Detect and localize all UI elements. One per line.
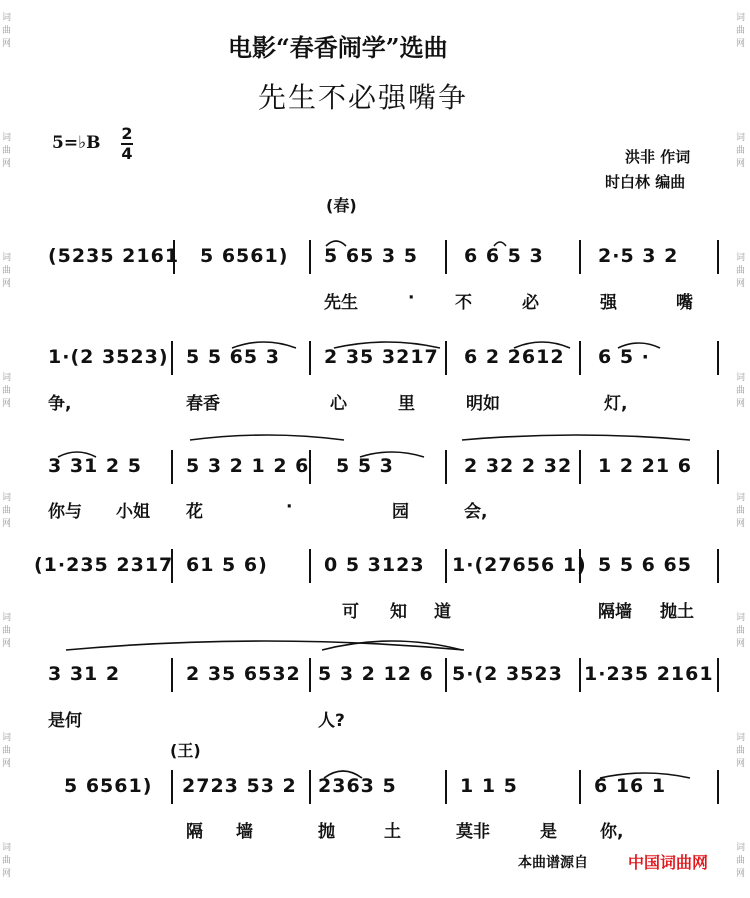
lyric: 道 — [434, 602, 451, 622]
lyric: 你, — [600, 822, 624, 842]
notation-bar: 5·(2 3523 — [452, 663, 563, 685]
lyric: 抛土 — [660, 602, 694, 622]
notation-bar: (5235 2161 — [48, 245, 180, 267]
lyric: 花 — [186, 502, 203, 522]
watermark-right-text: 词曲网 — [736, 253, 746, 289]
lyric: 土 — [384, 822, 401, 842]
watermark-right-text: 词曲网 — [736, 493, 746, 529]
watermark-right-text: 词曲网 — [736, 373, 746, 409]
notation-bar: 6 6 5 3 — [464, 245, 544, 267]
lyric: 知 — [390, 602, 407, 622]
watermark-right-text: 词曲网 — [736, 133, 746, 169]
notation-bar: 3 31 2 — [48, 663, 121, 685]
notation-bar: 6 5 · — [598, 346, 650, 368]
notation-bar: 1·(2 3523) — [48, 346, 169, 368]
notation-bar: 5 3 2 12 6 — [318, 663, 434, 685]
notation-bar: 2·5 3 2 — [598, 245, 679, 267]
lyricist-credit: 洪非 作词 — [625, 148, 691, 166]
lyric: 不 — [455, 293, 472, 313]
notation-bar: 2 35 3217 — [324, 346, 439, 368]
notation-bar: 2 32 2 32 — [464, 455, 573, 477]
notation-bar: 5 6561) — [64, 775, 153, 797]
lyric: 里 — [398, 394, 415, 414]
lyric: 人? — [318, 711, 345, 731]
slur — [190, 435, 344, 440]
lyric: 隔 — [186, 822, 203, 842]
watermark-left-text: 词曲网 — [2, 253, 12, 289]
meter-top: 2 — [121, 124, 133, 143]
watermark-left-text: 词曲网 — [2, 133, 12, 169]
watermark-right-text: 词曲网 — [736, 843, 746, 879]
lyric: 园 — [392, 502, 409, 522]
notation-bar: 6 16 1 — [594, 775, 667, 797]
notation-bar: 1·(27656 1) — [452, 554, 587, 576]
notation-bar: 2723 53 2 — [182, 775, 297, 797]
notation-bar: 3 31 2 5 — [48, 455, 142, 477]
notation-bar: 5 5 6 65 — [598, 554, 692, 576]
role-marker: (春) — [326, 196, 357, 215]
notation-bar: 1·235 2161 — [584, 663, 714, 685]
watermark-right-text: 词曲网 — [736, 613, 746, 649]
watermark-left-text: 词曲网 — [2, 843, 12, 879]
lyric: 抛 — [318, 822, 335, 842]
lyric: 是何 — [48, 711, 82, 731]
notation-bar: 2363 5 — [318, 775, 397, 797]
watermark-right-text: 词曲网 — [736, 13, 746, 49]
lyric: · — [408, 288, 415, 308]
watermark-left-text: 词曲网 — [2, 733, 12, 769]
watermark-right-text: 词曲网 — [736, 733, 746, 769]
slur — [462, 435, 690, 440]
notation-bar: 2 35 6532 — [186, 663, 301, 685]
lyric: 灯, — [604, 394, 628, 414]
notation-bar: 6 2 2612 — [464, 346, 565, 368]
watermark-left-text: 词曲网 — [2, 493, 12, 529]
notation-bar: 0 5 3123 — [324, 554, 425, 576]
notation-bar: 5 6561) — [200, 245, 289, 267]
lyric: 你与 — [48, 502, 82, 522]
notation-bar: (1·235 2317 — [34, 554, 174, 576]
lyric: 会, — [464, 502, 488, 522]
lyric: 莫非 — [456, 822, 490, 842]
notation-bar: 1 1 5 — [460, 775, 518, 797]
notation-bar: 5 5 65 3 — [186, 346, 280, 368]
lyric: 争, — [48, 394, 72, 414]
page-title: 电影“春香闹学”选曲 — [228, 33, 448, 62]
song-title: 先生不必强嘴争 — [258, 81, 469, 114]
lyric: 是 — [540, 822, 557, 842]
lyric: 小姐 — [116, 502, 150, 522]
lyric: 隔墙 — [598, 602, 632, 622]
role-marker: (王) — [170, 741, 201, 760]
site-brand-link[interactable]: 中国词曲网 — [628, 853, 709, 872]
meter-bottom: 4 — [121, 144, 133, 163]
lyric: 心 — [330, 394, 347, 414]
notation-bar: 61 5 6) — [186, 554, 268, 576]
lyric: · — [286, 497, 293, 517]
lyric: 必 — [522, 293, 539, 313]
lyric: 嘴 — [676, 293, 693, 313]
notation-bar: 5 5 3 — [336, 455, 394, 477]
source-label: 本曲谱源自 — [518, 855, 588, 871]
lyric: 春香 — [186, 394, 220, 414]
notation-bar: 1 2 21 6 — [598, 455, 692, 477]
lyric: 强 — [600, 293, 617, 313]
notation-bar: 5 3 2 1 2 6 — [186, 455, 310, 477]
slur — [66, 641, 464, 650]
key-signature: 5=♭B — [52, 133, 101, 153]
watermark-left-text: 词曲网 — [2, 373, 12, 409]
notation-bar: 5 65 3 5 — [324, 245, 418, 267]
lyric: 可 — [342, 602, 359, 622]
watermark-left-text: 词曲网 — [2, 13, 12, 49]
lyric: 明如 — [466, 394, 500, 414]
lyric: 先生 — [324, 293, 358, 313]
watermark-left-text: 词曲网 — [2, 613, 12, 649]
lyric: 墙 — [236, 822, 253, 842]
composer-credit: 时白林 编曲 — [605, 173, 686, 191]
